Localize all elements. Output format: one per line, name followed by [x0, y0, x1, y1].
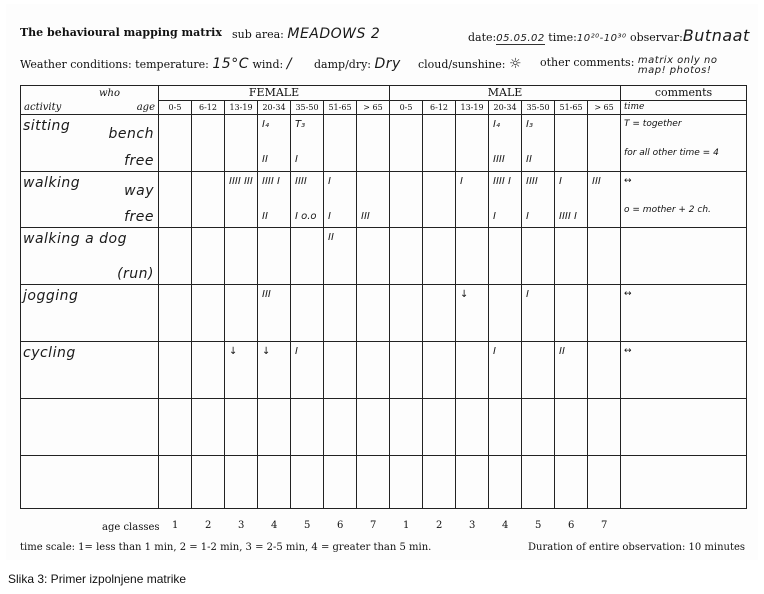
male-count-cell [456, 228, 489, 285]
female-count-cell [258, 201, 291, 228]
activity-label [21, 342, 159, 399]
sub-area-value: MEADOWS 2 [287, 26, 381, 42]
age-group-header: 20-34 [489, 101, 522, 115]
female-count-cell [324, 228, 357, 285]
observer-value: Butnaat [682, 26, 750, 45]
age-class-number: 7 [601, 520, 608, 531]
tally-mark: II [526, 153, 532, 165]
age-class-number: 5 [304, 520, 311, 531]
time-value: 10²⁰-10³⁰ [576, 33, 627, 44]
matrix-body [21, 115, 747, 509]
other-comments-value: matrix only no map! photos! [637, 55, 718, 76]
matrix-row [21, 456, 747, 509]
matrix-sheet [6, 4, 758, 560]
female-count-cell [258, 115, 291, 144]
figure-caption: Slika 3: Primer izpolnjene matrike [8, 572, 187, 586]
activity-name: sitting [23, 118, 71, 134]
matrix-row [21, 285, 747, 342]
comment-text: o = mother + 2 ch. [624, 204, 711, 215]
female-count-cell [291, 456, 324, 509]
male-count-cell [423, 201, 456, 228]
activity-sub: free [124, 153, 154, 169]
female-count-cell [258, 456, 291, 509]
male-count-cell [423, 285, 456, 342]
male-count-cell [522, 285, 555, 342]
who-activity-header: who activity age [21, 86, 159, 115]
male-count-cell [456, 115, 489, 144]
tally-mark: II [262, 210, 268, 222]
duration-note: Duration of entire observation: 10 minutes [528, 542, 746, 553]
age-class-number: 5 [535, 520, 542, 531]
male-count-cell [423, 172, 456, 201]
age-group-header: 35-50 [522, 101, 555, 115]
female-count-cell [258, 342, 291, 399]
tally-mark: IIII I [559, 210, 577, 222]
tally-mark: I [328, 210, 331, 222]
activity-label [21, 285, 159, 342]
matrix-row [21, 342, 747, 399]
age-class-number: 2 [205, 520, 212, 531]
male-count-cell [588, 456, 621, 509]
female-count-cell [192, 115, 225, 144]
male-count-cell [390, 342, 423, 399]
tally-mark: I o.o [295, 210, 317, 222]
sun-icon: ☼ [509, 56, 523, 72]
sub-area: sub area: MEADOWS 2 [232, 26, 381, 42]
female-count-cell [192, 285, 225, 342]
male-count-cell [390, 228, 423, 285]
male-count-cell [390, 399, 423, 456]
age-group-header: 0-5 [159, 101, 192, 115]
tally-mark: I [460, 176, 463, 187]
date-time-observer: date:05.05.02 time:10²⁰-10³⁰ observar:Butnaat [468, 26, 750, 45]
age-class-number: 6 [568, 520, 575, 531]
female-count-cell [324, 144, 357, 172]
female-count-cell [192, 399, 225, 456]
female-count-cell [324, 201, 357, 228]
male-count-cell [522, 201, 555, 228]
female-count-cell [291, 172, 324, 201]
male-header: MALE [390, 86, 621, 101]
female-count-cell [324, 342, 357, 399]
matrix-row [21, 201, 747, 228]
female-count-cell [291, 144, 324, 172]
male-count-cell [423, 144, 456, 172]
comment-cell [621, 285, 747, 342]
male-count-cell [489, 201, 522, 228]
matrix-title: The behavioural mapping matrix [20, 26, 222, 39]
male-count-cell [390, 201, 423, 228]
male-count-cell [489, 456, 522, 509]
female-count-cell [159, 172, 192, 201]
male-count-cell [489, 115, 522, 144]
female-count-cell [192, 342, 225, 399]
comments-header: comments [621, 86, 747, 101]
age-class-number: 7 [370, 520, 377, 531]
temperature-value: 15°C [212, 56, 249, 72]
tally-mark: ↓ [229, 346, 238, 357]
matrix-row [21, 228, 747, 285]
tally-mark: IIII I [262, 176, 280, 187]
comment-text: ↔ [624, 346, 632, 356]
male-count-cell [555, 228, 588, 285]
tally-mark: IIII III [229, 176, 253, 187]
female-count-cell [357, 201, 390, 228]
activity-sub: free [124, 209, 154, 225]
activity-label [21, 201, 159, 228]
age-class-number: 6 [337, 520, 344, 531]
matrix-row [21, 172, 747, 201]
male-count-cell [588, 115, 621, 144]
age-group-header: 51-65 [555, 101, 588, 115]
male-count-cell [555, 456, 588, 509]
age-class-number: 1 [172, 520, 179, 531]
age-class-number: 1 [403, 520, 410, 531]
male-count-cell [489, 285, 522, 342]
activity-name: cycling [23, 345, 76, 361]
female-count-cell [159, 115, 192, 144]
age-class-number: 3 [238, 520, 245, 531]
comment-cell [621, 172, 747, 201]
female-count-cell [159, 201, 192, 228]
female-count-cell [225, 228, 258, 285]
female-count-cell [357, 172, 390, 201]
female-count-cell [324, 285, 357, 342]
male-count-cell [456, 342, 489, 399]
comment-text: for all other time = 4 [624, 147, 719, 158]
male-count-cell [456, 399, 489, 456]
age-group-header: 0-5 [390, 101, 423, 115]
tally-mark: IIII [526, 176, 538, 187]
tally-mark: IIII [493, 153, 505, 165]
female-count-cell [192, 456, 225, 509]
cloud-sunshine: cloud/sunshine: ☼ [418, 56, 523, 72]
male-count-cell [489, 399, 522, 456]
female-count-cell [258, 144, 291, 172]
male-count-cell [522, 115, 555, 144]
age-group-header: > 65 [357, 101, 390, 115]
activity-label [21, 144, 159, 172]
tally-mark: III [262, 289, 271, 300]
age-group-header: 6-12 [192, 101, 225, 115]
female-count-cell [192, 228, 225, 285]
male-count-cell [555, 285, 588, 342]
female-count-cell [357, 144, 390, 172]
male-count-cell [423, 456, 456, 509]
tally-mark: II [328, 232, 334, 243]
activity-name: walking a dog [23, 231, 127, 247]
comment-cell [621, 228, 747, 285]
age-class-number: 2 [436, 520, 443, 531]
female-count-cell [291, 399, 324, 456]
male-count-cell [489, 144, 522, 172]
male-count-cell [390, 456, 423, 509]
male-count-cell [456, 144, 489, 172]
comment-text: ↔ [624, 176, 632, 186]
male-count-cell [588, 228, 621, 285]
female-count-cell [291, 342, 324, 399]
female-count-cell [291, 201, 324, 228]
female-count-cell [258, 228, 291, 285]
female-count-cell [225, 399, 258, 456]
female-count-cell [357, 399, 390, 456]
male-count-cell [588, 342, 621, 399]
male-count-cell [423, 399, 456, 456]
age-class-number: 4 [502, 520, 509, 531]
other-comments: other comments: matrix only no map! photos! [540, 56, 730, 76]
tally-mark: I₃ [526, 119, 533, 130]
male-count-cell [588, 285, 621, 342]
activity-label [21, 115, 159, 144]
male-count-cell [423, 228, 456, 285]
female-count-cell [324, 115, 357, 144]
female-count-cell [258, 285, 291, 342]
activity-name: walking [23, 175, 81, 191]
male-count-cell [456, 285, 489, 342]
tally-mark: II [559, 346, 565, 357]
tally-mark: III [592, 176, 601, 187]
male-count-cell [555, 399, 588, 456]
male-count-cell [522, 456, 555, 509]
tally-mark: III [361, 210, 370, 222]
male-count-cell [390, 172, 423, 201]
tally-mark: I [328, 176, 331, 187]
male-count-cell [555, 144, 588, 172]
male-count-cell [390, 144, 423, 172]
age-group-header: 13-19 [456, 101, 489, 115]
female-count-cell [324, 172, 357, 201]
female-count-cell [225, 144, 258, 172]
tally-mark: T₃ [295, 119, 306, 130]
male-count-cell [588, 201, 621, 228]
female-count-cell [324, 456, 357, 509]
activity-name: jogging [23, 288, 79, 304]
female-count-cell [291, 115, 324, 144]
male-count-cell [555, 201, 588, 228]
age-group-header: > 65 [588, 101, 621, 115]
comment-cell [621, 144, 747, 172]
wind-value: / [286, 56, 292, 72]
male-count-cell [588, 172, 621, 201]
comment-text: ↔ [624, 289, 632, 299]
age-group-header: 35-50 [291, 101, 324, 115]
time-scale-note: time scale: 1= less than 1 min, 2 = 1-2 min, 3 = 2-5 min, 4 = greater than 5 min. [20, 542, 432, 553]
male-count-cell [390, 285, 423, 342]
age-class-number: 4 [271, 520, 278, 531]
female-header: FEMALE [159, 86, 390, 101]
male-count-cell [456, 172, 489, 201]
female-count-cell [225, 285, 258, 342]
male-count-cell [456, 456, 489, 509]
age-group-header: 20-34 [258, 101, 291, 115]
male-count-cell [522, 228, 555, 285]
tally-mark: I₄ [262, 119, 269, 130]
activity-sub: (run) [117, 266, 154, 282]
age-group-header: 13-19 [225, 101, 258, 115]
comment-cell [621, 201, 747, 228]
comment-cell [621, 456, 747, 509]
date-value: 05.05.02 [496, 33, 545, 44]
time-header: time [621, 101, 747, 115]
tally-mark: IIII I [493, 176, 511, 187]
tally-mark: ↓ [460, 289, 469, 300]
tally-mark: II [262, 153, 268, 165]
tally-mark: IIII [295, 176, 307, 187]
matrix-row [21, 144, 747, 172]
female-count-cell [357, 342, 390, 399]
female-count-cell [258, 172, 291, 201]
activity-sub: way [124, 182, 154, 199]
female-count-cell [225, 201, 258, 228]
tally-mark: I [295, 346, 298, 357]
male-count-cell [522, 144, 555, 172]
activity-sub: bench [108, 125, 154, 142]
female-count-cell [159, 144, 192, 172]
comment-cell [621, 342, 747, 399]
damp-dry: damp/dry: Dry [314, 56, 401, 72]
male-count-cell [489, 228, 522, 285]
male-count-cell [588, 399, 621, 456]
male-count-cell [456, 201, 489, 228]
female-count-cell [192, 172, 225, 201]
female-count-cell [225, 172, 258, 201]
activity-label [21, 172, 159, 201]
tally-mark: I [526, 210, 529, 222]
matrix-row [21, 115, 747, 144]
female-count-cell [192, 144, 225, 172]
damp-value: Dry [374, 56, 401, 72]
male-count-cell [555, 172, 588, 201]
female-count-cell [258, 399, 291, 456]
activity-label [21, 228, 159, 285]
male-count-cell [423, 115, 456, 144]
activity-label [21, 456, 159, 509]
female-count-cell [225, 342, 258, 399]
tally-mark: I [295, 153, 298, 165]
female-count-cell [291, 285, 324, 342]
age-class-number: 3 [469, 520, 476, 531]
tally-mark: I [559, 176, 562, 187]
female-count-cell [159, 285, 192, 342]
male-count-cell [489, 342, 522, 399]
female-count-cell [159, 456, 192, 509]
mapping-matrix [20, 85, 747, 509]
male-count-cell [522, 399, 555, 456]
female-count-cell [159, 342, 192, 399]
comment-cell [621, 399, 747, 456]
female-count-cell [357, 228, 390, 285]
tally-mark: I [526, 289, 529, 300]
male-count-cell [522, 172, 555, 201]
male-count-cell [390, 115, 423, 144]
comment-cell [621, 115, 747, 144]
female-count-cell [225, 115, 258, 144]
tally-mark: ↓ [262, 346, 271, 357]
male-count-cell [555, 342, 588, 399]
female-count-cell [159, 399, 192, 456]
female-count-cell [225, 456, 258, 509]
male-count-cell [489, 172, 522, 201]
activity-label [21, 399, 159, 456]
weather-conditions: Weather conditions: temperature: 15°C wind: / [20, 56, 292, 72]
age-group-header: 6-12 [423, 101, 456, 115]
female-count-cell [192, 201, 225, 228]
male-count-cell [555, 115, 588, 144]
comment-text: T = together [624, 119, 682, 129]
age-group-header: 51-65 [324, 101, 357, 115]
male-count-cell [423, 342, 456, 399]
female-count-cell [357, 285, 390, 342]
female-count-cell [159, 228, 192, 285]
tally-mark: I₄ [493, 119, 500, 130]
age-classes-label: age classes [102, 522, 160, 533]
female-count-cell [291, 228, 324, 285]
male-count-cell [588, 144, 621, 172]
female-count-cell [324, 399, 357, 456]
matrix-row [21, 399, 747, 456]
tally-mark: I [493, 210, 496, 222]
male-count-cell [522, 342, 555, 399]
female-count-cell [357, 115, 390, 144]
tally-mark: I [493, 346, 496, 357]
female-count-cell [357, 456, 390, 509]
